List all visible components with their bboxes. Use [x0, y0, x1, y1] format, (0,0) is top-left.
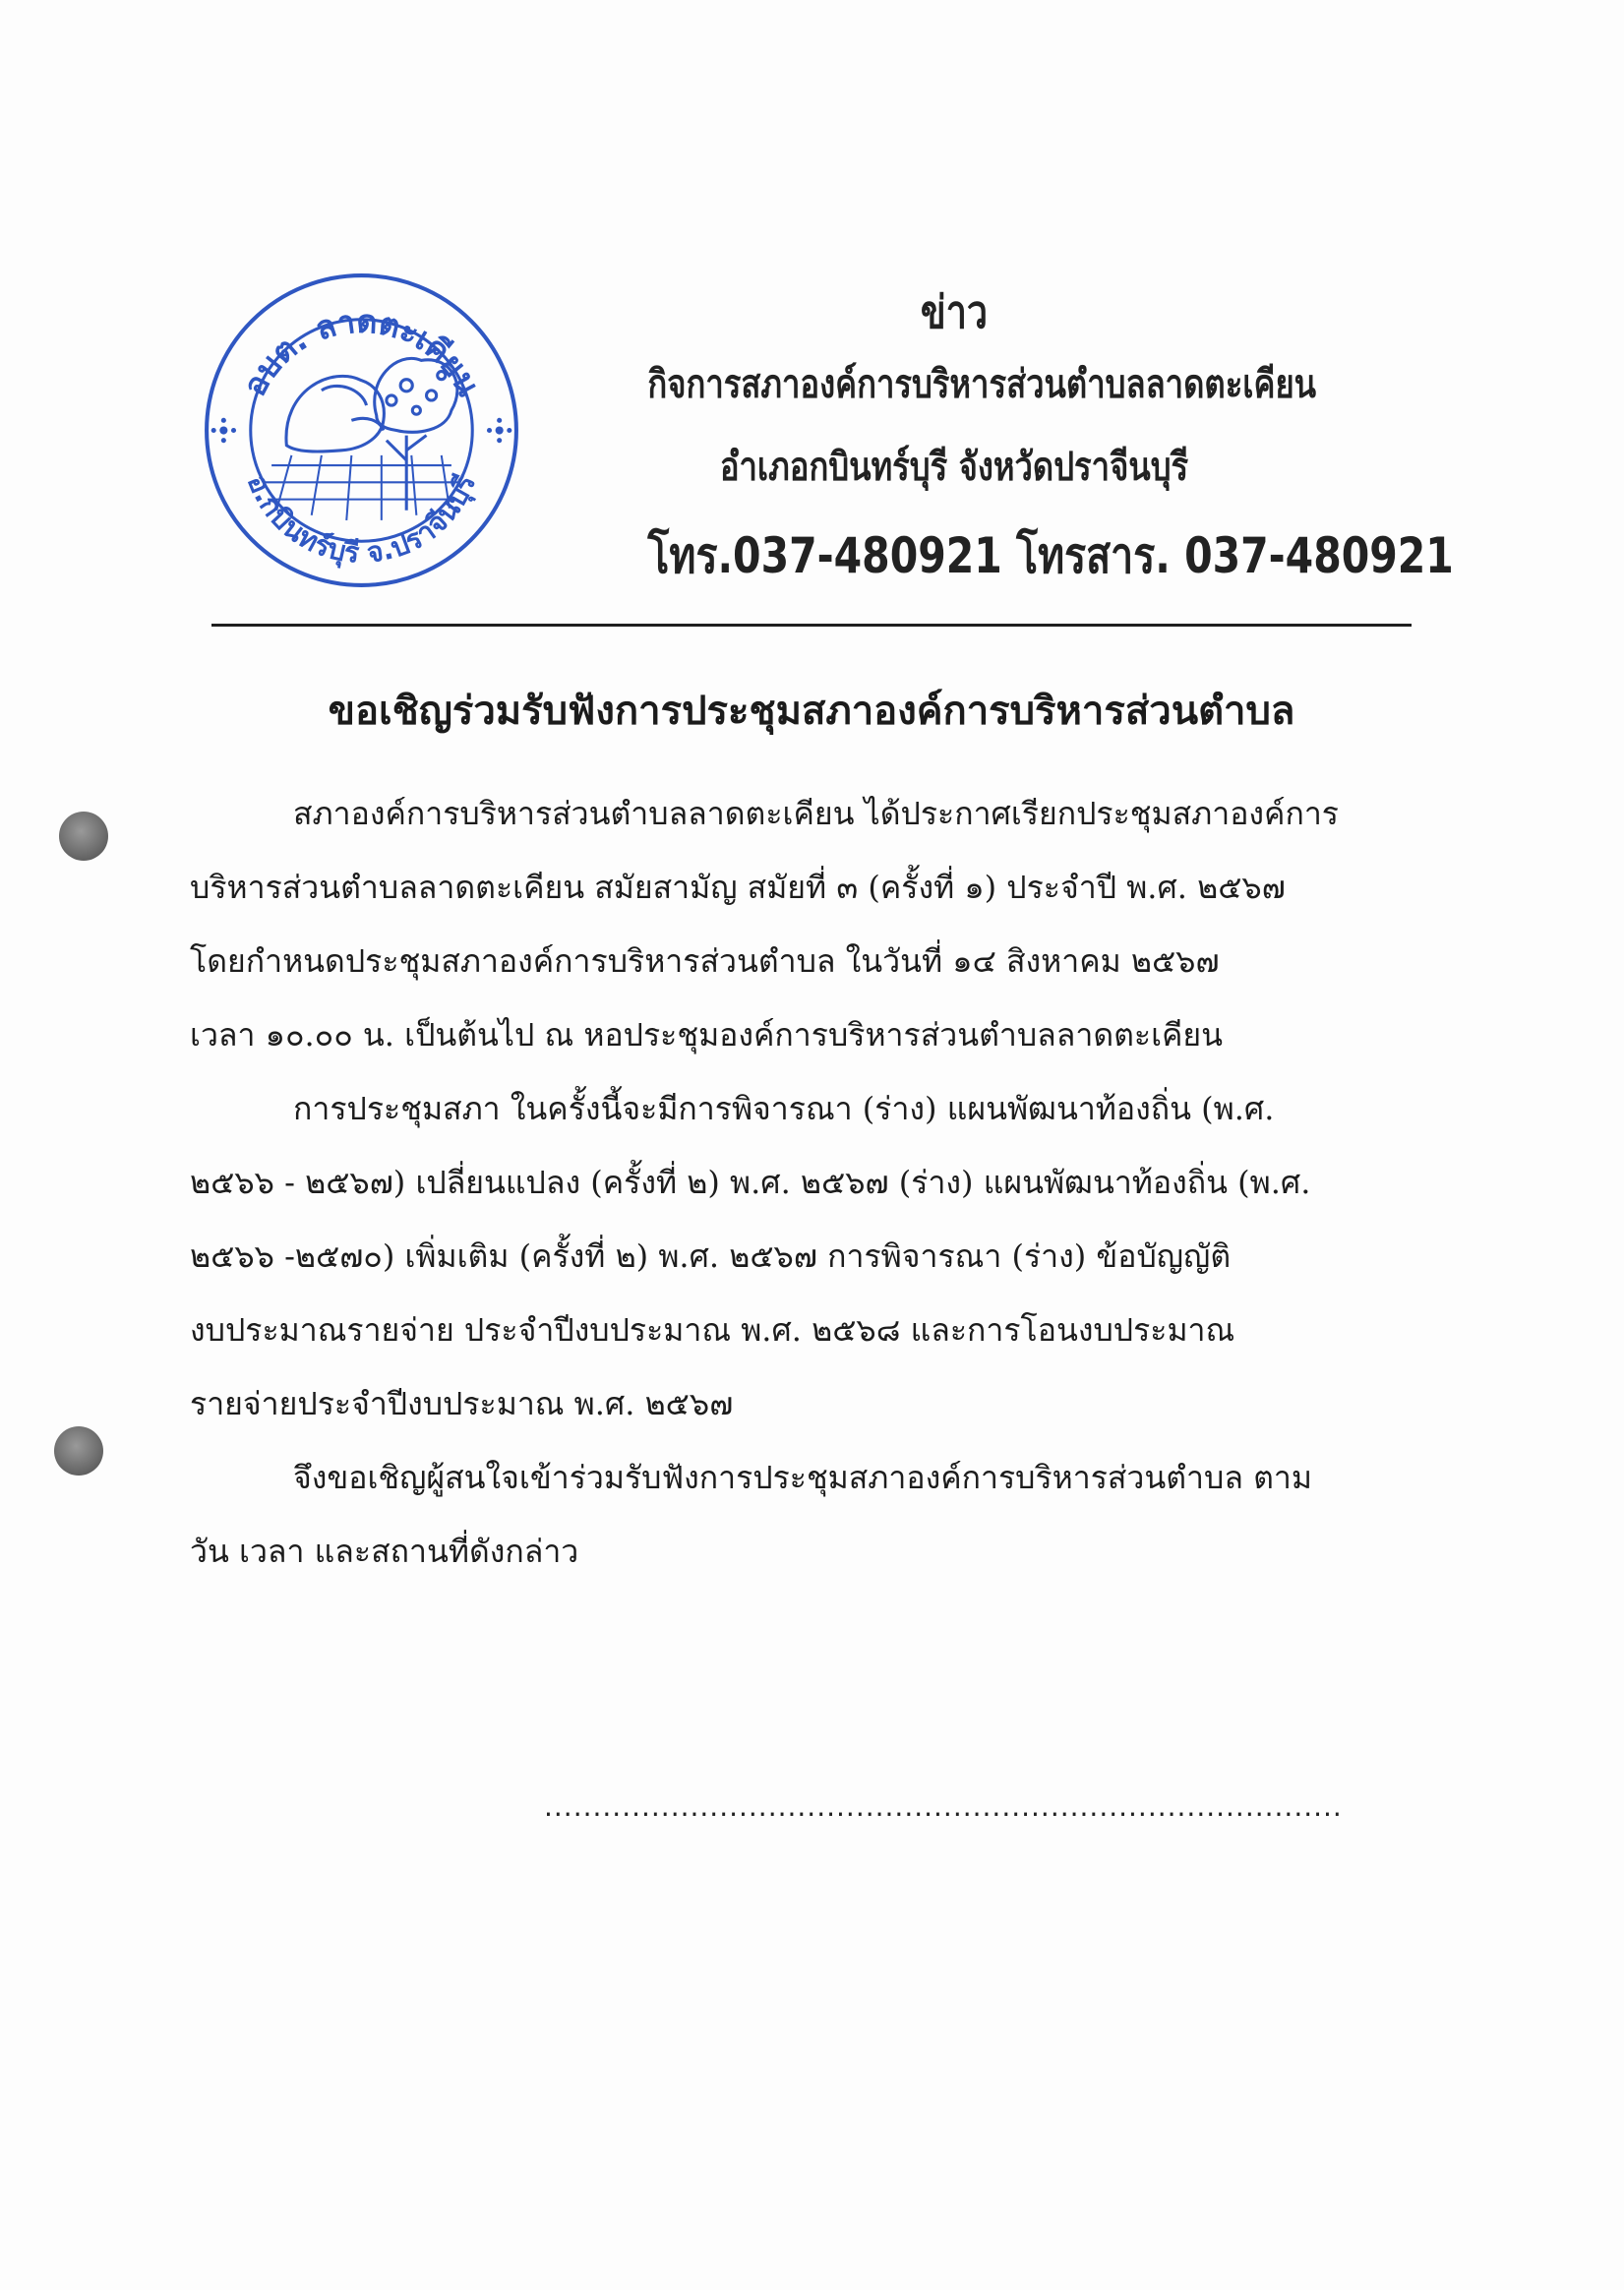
punch-hole-top: [59, 812, 108, 861]
document-title: ขอเชิญร่วมรับฟังการประชุมสภาองค์การบริหารส่วนตำบล: [328, 689, 1295, 734]
header-divider: [211, 624, 1412, 627]
header-address: อำเภอกบินทร์บุรี จังหวัดปราจีนบุรี: [719, 445, 1189, 490]
body-line: เวลา ๑๐.๐๐ น. เป็นต้นไป ณ หอประชุมองค์การบริหารส่วนตำบลลาดตะเคียน: [190, 1016, 1224, 1054]
header-phone: โทร.037-480921 โทรสาร. 037-480921: [647, 527, 1454, 584]
header-organization: กิจการสภาองค์การบริหารส่วนตำบลลาดตะเคียน: [647, 362, 1317, 407]
body-line: สภาองค์การบริหารส่วนตำบลลาดตะเคียน ได้ประกาศเรียกประชุมสภาองค์การ: [293, 795, 1339, 832]
body-line: บริหารส่วนตำบลลาดตะเคียน สมัยสามัญ สมัยที่ ๓ (ครั้งที่ ๑) ประจำปี พ.ศ. ๒๕๖๗: [190, 869, 1286, 906]
svg-text:อบต. ลาดตะเคียน: [235, 303, 487, 402]
body-line: รายจ่ายประจำปีงบประมาณ พ.ศ. ๒๕๖๗: [190, 1385, 734, 1422]
seal-sleeping-figure: [286, 376, 384, 452]
seal-top-text: อบต. ลาดตะเคียน: [235, 302, 488, 402]
body-line: ๒๕๖๖ -๒๕๗๐) เพิ่มเติม (ครั้งที่ ๒) พ.ศ. ๒๕๖๗ การพิจารณา (ร่าง) ข้อบัญญัติ: [190, 1237, 1232, 1275]
body-line: โดยกำหนดประชุมสภาองค์การบริหารส่วนตำบล ในวันที่ ๑๔ สิงหาคม ๒๕๖๗: [190, 942, 1220, 980]
body-line: การประชุมสภา ในครั้งนี้จะมีการพิจารณา (ร่าง) แผนพัฒนาท้องถิ่น (พ.ศ.: [293, 1090, 1275, 1127]
seal-ornament-left: [211, 418, 236, 443]
header-title: ข่าว: [920, 285, 989, 338]
seal-bottom-text: อ.กบินทร์บุรี จ.ปราจีนบุรี: [240, 469, 483, 570]
signature-line: ..................................................................................: [544, 1790, 1343, 1823]
body-line: ๒๕๖๖ - ๒๕๖๗) เปลี่ยนแปลง (ครั้งที่ ๒) พ.ศ. ๒๕๖๗ (ร่าง) แผนพัฒนาท้องถิ่น (พ.ศ.: [190, 1164, 1311, 1201]
punch-hole-bottom: [54, 1426, 103, 1476]
body-line: งบประมาณรายจ่าย ประจำปีงบประมาณ พ.ศ. ๒๕๖๘ และการโอนงบประมาณ: [190, 1311, 1235, 1349]
organization-seal: [202, 271, 521, 590]
body-line: วัน เวลา และสถานที่ดังกล่าว: [190, 1533, 579, 1570]
seal-ornament-right: [487, 418, 511, 443]
document-body: [190, 777, 1429, 1589]
body-line: จึงขอเชิญผู้สนใจเข้าร่วมรับฟังการประชุมสภาองค์การบริหารส่วนตำบล ตาม: [293, 1459, 1312, 1496]
letterhead: [580, 280, 1454, 603]
